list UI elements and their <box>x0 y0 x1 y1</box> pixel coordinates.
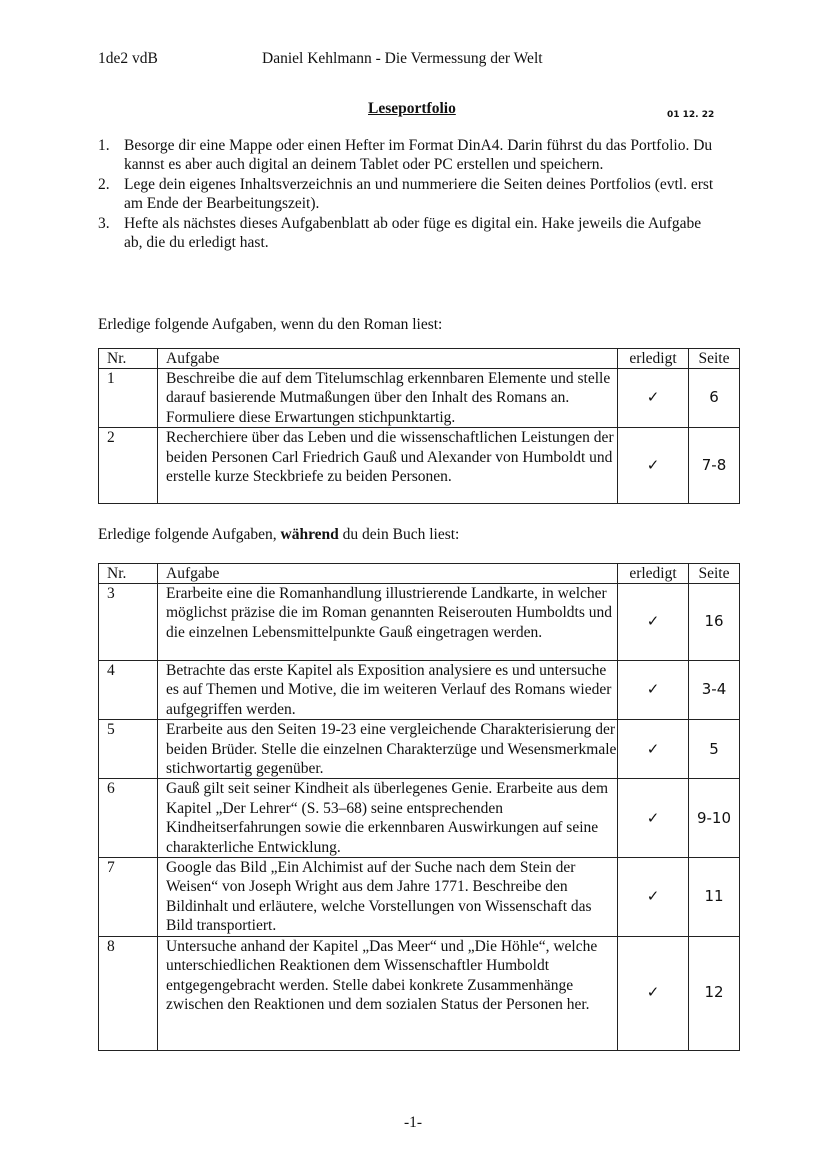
task-description: Beschreibe die auf dem Titelumschlag erkennbaren Elemente und stelle darauf basierende Mutmaßungen über den Inhalt des Romans an. Formuliere diese Erwartungen stichpunktartig. <box>158 369 618 428</box>
done-checkmark: ✓ <box>618 661 689 720</box>
page-reference: 11 <box>689 858 740 937</box>
header-done: erledigt <box>618 564 689 584</box>
task-description: Recherchiere über das Leben und die wissenschaftlichen Leistungen der beiden Personen Carl Friedrich Gauß und Alexander von Humboldt und erstelle kurze Steckbriefe zu beiden Personen. <box>158 428 618 504</box>
task-description: Erarbeite eine die Romanhandlung illustrierende Landkarte, in welcher möglichst präzise die im Roman genannten Reiserouten Humboldts und die einzelnen Lebensmittelpunkte Gauß eingetragen werden. <box>158 584 618 661</box>
course-label: 1de2 vdB <box>98 50 158 67</box>
task-number: 4 <box>99 661 158 720</box>
done-checkmark: ✓ <box>618 720 689 779</box>
intro-bold: während <box>280 526 339 543</box>
task-number: 5 <box>99 720 158 779</box>
table-row <box>99 779 740 858</box>
header-task: Aufgabe <box>158 349 618 369</box>
page-reference: 6 <box>689 369 740 428</box>
table-row <box>99 369 740 428</box>
instruction-item <box>98 136 718 175</box>
book-title: Daniel Kehlmann - Die Vermessung der Welt <box>262 50 543 67</box>
section1-intro: Erledige folgende Aufgaben, wenn du den Roman liest: <box>98 316 443 333</box>
task-description: Gauß gilt seit seiner Kindheit als überlegenes Genie. Erarbeite aus dem Kapitel „Der Lehrer“ (S. 53–68) seine entsprechenden Kindheitserfahrungen sowie die erkennbaren Auswirkungen auf seine charakterliche Entwicklung. <box>158 779 618 858</box>
task-table-during <box>98 563 740 1051</box>
section2-intro <box>98 525 459 544</box>
table-row <box>99 661 740 720</box>
done-checkmark: ✓ <box>618 936 689 1050</box>
done-checkmark: ✓ <box>618 428 689 504</box>
table-row <box>99 936 740 1050</box>
page-reference: 12 <box>689 936 740 1050</box>
task-number: 3 <box>99 584 158 661</box>
table-header <box>99 564 740 584</box>
task-description: Betrachte das erste Kapitel als Exposition analysiere es und untersuche es auf Themen und Motive, die im weiteren Verlauf des Romans wieder aufgegriffen werden. <box>158 661 618 720</box>
intro-text: du dein Buch liest: <box>338 526 460 543</box>
task-table-before <box>98 348 740 504</box>
item-text: Lege dein eigenes Inhaltsverzeichnis an und nummeriere die Seiten deines Portfolios (evtl. erst am Ende der Bearbeitungszeit). <box>124 175 714 213</box>
task-number: 7 <box>99 858 158 937</box>
page-reference: 9-10 <box>689 779 740 858</box>
table-row <box>99 584 740 661</box>
header-nr: Nr. <box>99 349 158 369</box>
done-checkmark: ✓ <box>618 584 689 661</box>
item-number: 1. <box>98 137 110 154</box>
item-text: Besorge dir eine Mappe oder einen Hefter im Format DinA4. Darin führst du das Portfolio. Du kannst es aber auch digital an deinem Tablet oder PC erstellen und speichern. <box>124 137 713 174</box>
table-row <box>99 428 740 504</box>
item-number: 2. <box>98 175 110 193</box>
task-number: 6 <box>99 779 158 858</box>
page-reference: 16 <box>689 584 740 661</box>
done-checkmark: ✓ <box>618 858 689 937</box>
instruction-item <box>98 214 718 253</box>
header-page: Seite <box>689 349 740 369</box>
item-text: Hefte als nächstes dieses Aufgabenblatt ab oder füge es digital ein. Hake jeweils die Aufgabe ab, die du erledigt hast. <box>124 214 702 252</box>
task-number: 8 <box>99 936 158 1050</box>
done-checkmark: ✓ <box>618 779 689 858</box>
header-nr: Nr. <box>99 564 158 584</box>
header-done: erledigt <box>618 349 689 369</box>
page-reference: 7-8 <box>689 428 740 504</box>
table-header <box>99 349 740 369</box>
header-page: Seite <box>689 564 740 584</box>
instruction-list <box>98 136 718 252</box>
task-description: Untersuche anhand der Kapitel „Das Meer“ und „Die Höhle“, welche unterschiedlichen Reaktionen dem Wissenschaftler Humboldt entgegengebracht werden. Stelle dabei konkrete Zusammenhänge zwischen den Reaktionen und dem sozialen Status der Personen her. <box>158 936 618 1050</box>
page-number: -1- <box>404 1114 423 1131</box>
done-checkmark: ✓ <box>618 369 689 428</box>
item-number: 3. <box>98 214 110 232</box>
table-row <box>99 720 740 779</box>
handwritten-date: 01 12. 22 <box>667 110 715 120</box>
table-row <box>99 858 740 937</box>
instruction-item <box>98 175 718 214</box>
task-description: Erarbeite aus den Seiten 19-23 eine vergleichende Charakterisierung der beiden Brüder. Stelle die einzelnen Charakterzüge und Wesensmerkmale stichwortartig gegenüber. <box>158 720 618 779</box>
page-title: Leseportfolio <box>368 100 456 117</box>
task-description: Google das Bild „Ein Alchimist auf der Suche nach dem Stein der Weisen“ von Joseph Wright aus dem Jahre 1771. Beschreibe den Bildinhalt und erläutere, welche Vorstellungen von Wissenschaft das Bild transportiert. <box>158 858 618 937</box>
header-task: Aufgabe <box>158 564 618 584</box>
intro-text: Erledige folgende Aufgaben, <box>98 526 281 543</box>
task-number: 1 <box>99 369 158 428</box>
page-reference: 5 <box>689 720 740 779</box>
task-number: 2 <box>99 428 158 504</box>
page-reference: 3-4 <box>689 661 740 720</box>
